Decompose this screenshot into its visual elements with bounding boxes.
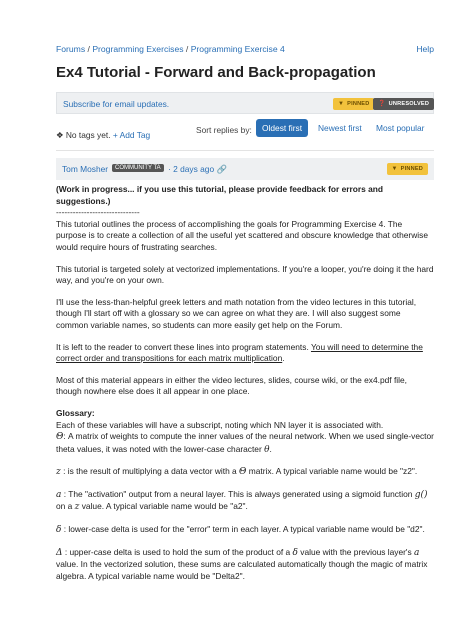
paragraph: I'll use the less-than-helpful greek letters and math notation from the video lectures in this tutorial, though I'll start off with a glossary so we can agree on what they are. I will also suggest some common variable names, so students can more easily get help on the Forum.: [56, 296, 417, 330]
post-body: [56, 184, 434, 592]
glossary-theta: Θ: A matrix of weights to compute the inner values of the neural network. When we used single-vector theta values, it was noted with the lower-case character θ.: [56, 431, 434, 455]
breadcrumb-sep: /: [87, 44, 90, 54]
pinned-badge: ▼ PINNED: [333, 98, 374, 110]
help-link[interactable]: Help: [416, 44, 434, 54]
page-title: Ex4 Tutorial - Forward and Back-propagation: [56, 64, 376, 81]
paragraph: Most of this material appears in either the video lectures, slides, course wiki, or the ex4.pdf file, though nowhere else does it all appear in one place.: [56, 374, 407, 397]
question-icon: ❓: [378, 101, 386, 107]
sort-newest-button[interactable]: Newest first: [318, 123, 362, 133]
tag-icon: ❖: [56, 130, 64, 140]
dashes: ------------------------------: [56, 207, 140, 218]
paragraph: This tutorial outlines the process of accomplishing the goals for Programming Exercise 4. The purpose is to create a collection of all the useful yet scattered and obscure knowledge that otherwise would require hours of frustrating searches.: [56, 218, 428, 252]
no-tags-text: No tags yet.: [65, 130, 111, 140]
add-tag-link[interactable]: + Add Tag: [112, 130, 151, 140]
divider: [56, 150, 434, 151]
post-timestamp[interactable]: · 2 days ago 🔗: [168, 164, 227, 174]
sort-label: Sort replies by:: [196, 125, 252, 135]
pin-icon: ▼: [391, 166, 398, 172]
unresolved-badge[interactable]: ❓ UNRESOLVED: [373, 98, 434, 110]
glossary-a: a : The "activation" output from a neural layer. This is always generated using a sigmoid function g() on a z value. A typical variable name would be "a2".: [56, 488, 428, 513]
post-header: [56, 158, 434, 180]
glossary-intro: Each of these variables will have a subscript, noting which NN layer it is associated with.: [56, 419, 384, 430]
paragraph: It is left to the reader to convert these lines into program statements. You will need to determine the correct order and transpositions for each matrix multiplication.: [56, 341, 423, 364]
glossary-Delta: Δ : upper-case delta is used to hold the sum of the product of a δ value with the previous layer's a value. In the vectorized solution, these sums are calculated automatically though the magic of matrix algebra. A typical variable name would be "Delta2".: [56, 546, 428, 581]
sort-oldest-button[interactable]: Oldest first: [256, 119, 308, 137]
pin-icon: ▼: [338, 101, 345, 107]
link-icon: 🔗: [216, 164, 227, 174]
breadcrumb-sep: /: [185, 44, 189, 54]
wip-note: (Work in progress... if you use this tutorial, please provide feedback for errors and suggestions.): [56, 184, 384, 206]
role-badge: COMMUNITY TA: [112, 164, 164, 172]
breadcrumb: [56, 44, 434, 54]
paragraph: This tutorial is targeted solely at vectorized implementations. If you're a looper, you're doing it the hard way, and you're on your own.: [56, 263, 434, 286]
tags-row: [56, 130, 150, 140]
breadcrumb-forums[interactable]: Forums: [56, 44, 86, 54]
subscribe-link[interactable]: Subscribe for email updates.: [63, 99, 170, 109]
glossary-title: Glossary:: [56, 407, 95, 418]
breadcrumb-exercise-4[interactable]: Programming Exercise 4: [190, 44, 285, 54]
post-author[interactable]: Tom Mosher: [62, 164, 109, 174]
thread-toolbar: [56, 92, 434, 114]
post-pinned-badge: ▼ PINNED: [387, 163, 428, 175]
breadcrumb-programming-exercises[interactable]: Programming Exercises: [92, 44, 184, 54]
glossary-z: z : is the result of multiplying a data vector with a Θ matrix. A typical variable name would be "z2".: [56, 466, 418, 478]
glossary-delta: δ : lower-case delta is used for the "error" term in each layer. A typical variable name would be "d2".: [56, 524, 425, 536]
sort-popular-button[interactable]: Most popular: [376, 123, 425, 133]
